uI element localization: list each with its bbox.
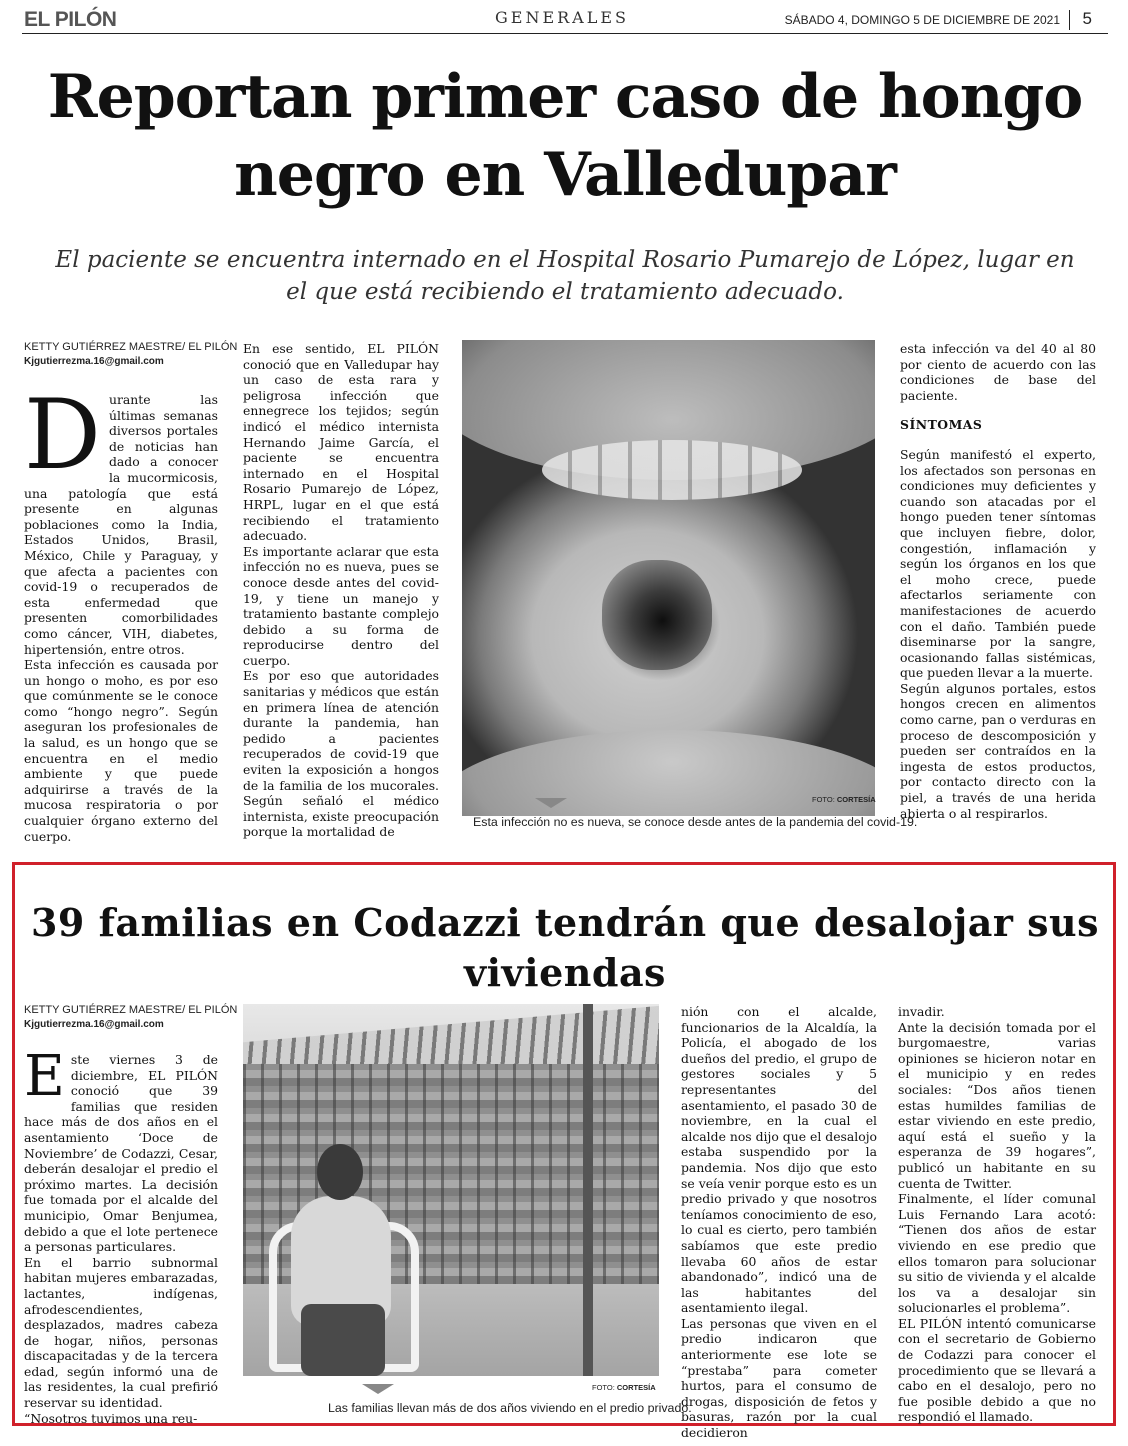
- page-number: 5: [1082, 9, 1092, 28]
- article2-paragraph: Finalmente, el líder comunal Luis Fernando Lara acotó: “Tienen dos años de estar viviendo en ese predio que ellos tomaron para solucionar su sitio de vivienda y el alcalde los va a desalojar sin solucionarles el problema”.: [898, 1191, 1096, 1316]
- article1-subhead-line1: El paciente se encuentra internado en el Hospital Rosario Pumarejo de López, lugar en: [55, 247, 1075, 273]
- article1-byline: KETTY GUTIÉRREZ MAESTRE/ EL PILÓN: [24, 341, 238, 353]
- article1-headline-line2: negro en Valledupar: [234, 140, 896, 210]
- article1-photo-credit: [812, 795, 876, 804]
- article2-column-3: [681, 1004, 877, 1441]
- article1-paragraph: Esta infección es causada por un hongo o moho, es por eso que comúnmente se le conoce como “hongo negro”. Según aseguran los profesionales de la salud, es un hongo que se encuentra en el medio ambiente y que puede adquirirse a través de la mucosa respiratoria o por cualquier órgano externo del cuerpo.: [24, 657, 218, 844]
- article2-paragraph: nión con el alcalde, funcionarios de la Alcaldía, la Policía, el abogado de los dueños del predio, el grupo de gestores sociales y 5 representantes del asentamiento, el pasado 30 de noviembre, en la cual el alcalde nos dijo que el desalojo estaba suspendido por la pandemia. Nos dijo que esto se veía venir porque esto es un predio privado y que nosotros teníamos conocimiento de eso, lo cual es cierto, pero también sabíamos que este predio llevaba 60 años de estar abandonado”, indicó una de las habitantes del asentamiento ilegal.: [681, 1004, 877, 1316]
- article1-column-1: [24, 379, 218, 844]
- article1-column-4: [900, 341, 1096, 821]
- article2-byline: KETTY GUTIÉRREZ MAESTRE/ EL PILÓN: [24, 1004, 238, 1016]
- article1-paragraph: Es importante aclarar que esta infección no es nueva, pues se conoce desde antes del covid-19, y tiene un manejo y tratamiento bastante complejo debido a su forma de reproducirse dentro del cuerpo.: [243, 543, 439, 668]
- section-name: GENERALES: [494, 8, 629, 27]
- article2-paragraph: “Nosotros tuvimos una reu-: [24, 1410, 198, 1426]
- newspaper-logo: EL PILÓN: [24, 8, 117, 31]
- article2-paragraph: invadir.: [898, 1004, 945, 1019]
- article2-paragraph: En el barrio subnormal habitan mujeres embarazadas, lactantes, indígenas, afrodescendientes, desplazados, madres cabeza de hogar, niños, personas discapacitadas y de la tercera edad, según informó una de las residentes, la cual prefirió reservar su identidad.: [24, 1254, 218, 1411]
- article1-column-2: [243, 341, 439, 840]
- caption-arrow-icon: [535, 798, 567, 808]
- page-separator: [1069, 10, 1070, 30]
- article1-headline: [22, 58, 1108, 214]
- photo-credit-source: CORTESÍA: [616, 1383, 656, 1392]
- article2-paragraph: Las personas que viven en el predio indicaron que anteriormente ese lote se “prestaba” para cometer hurtos, para el consumo de drogas, disposición de fetos y basuras, razón por la cual decidieron: [681, 1315, 877, 1441]
- article1-email: Kjgutierrezma.16@gmail.com: [24, 356, 164, 367]
- article2-headline-line2: viviendas: [464, 950, 666, 995]
- article1-paragraph: esta infección va del 40 al 80 por ciento de acuerdo con las condiciones de base del paciente.: [900, 341, 1096, 403]
- article1-paragraph: En ese sentido, EL PILÓN conoció que en Valledupar hay un caso de esta rara y peligrosa infección que ennegrece los tejidos; según indicó el médico internista Hernando Jaime García, el paciente se encuentra internado en el Hospital Rosario Pumarejo de López, HRPL, lugar en el que está recibiendo el tratamiento adecuado.: [243, 341, 439, 544]
- article2-dropcap: E: [24, 1044, 65, 1109]
- article2-photo: [243, 1004, 659, 1376]
- article1-paragraph-text: urante las últimas semanas diversos portales de noticias han dado a conocer la mucormicosis, una patología que está presente en algunas poblaciones como la India, Estados Unidos, Brasil, México, Chile y Paraguay, y que afecta a pacientes con covid-19 o recuperados de esta enfermedad que presenten comorbilidades como cáncer, VIH, diabetes, hipertensión, entre otros.: [24, 392, 218, 657]
- article2-email: Kjgutierrezma.16@gmail.com: [24, 1019, 164, 1030]
- article1-dropcap: D: [24, 379, 101, 491]
- article2-headline-line1: 39 familias en Codazzi tendrán que desalojar sus: [30, 900, 1100, 945]
- article2-column-4: [898, 1004, 1096, 1425]
- article2-headline: [22, 898, 1108, 998]
- article2-paragraph-text: ste viernes 3 de diciembre, EL PILÓN conoció que 39 familias que residen hace más de dos años en el asentamiento ‘Doce de Noviembre’ de Codazzi, Cesar, deberán desalojar el predio el próximo martes. La decisión fue tomada por el alcalde del municipio, Omar Benjumea, debido a que el lote pertenece a personas particulares.: [24, 1052, 218, 1255]
- masthead: [22, 8, 1108, 34]
- article1-paragraph: Según manifestó el experto, los afectados son personas en condiciones muy deficientes y cuando son atacadas por el hongo pueden tener síntomas que incluyen fiebre, dolor, congestión, inflamación y según los órganos en los que el moho crece, puede afectarlos seriamente con manifestaciones de acuerdo con el daño. También puede diseminarse por la sangre, ocasionando fallas sistémicas, que pueden llevar a la muerte.: [900, 446, 1096, 681]
- photo-credit-source: CORTESÍA: [836, 795, 876, 804]
- article1-section-heading: SÍNTOMAS: [900, 417, 983, 433]
- article2-photo-caption: Las familias llevan más de dos años viviendo en el predio privado.: [328, 1401, 692, 1415]
- article1-paragraph: Es por eso que autoridades sanitarias y médicos que están en primera línea de atención durante la pandemia, han pedido a pacientes recuperados de covid-19 que eviten la exposición a hongos de la familia de los mucorales. Según señaló el médico internista, existe preocupación porque la mortalidad de: [243, 668, 439, 840]
- article2-photo-credit: [592, 1383, 656, 1392]
- article1-photo: [462, 340, 875, 816]
- article2-column-1: [24, 1044, 218, 1426]
- photo-credit-label: FOTO:: [812, 795, 835, 804]
- article1-paragraph: [24, 379, 218, 657]
- article2-paragraph: [24, 1044, 218, 1255]
- article1-paragraph: Según algunos portales, estos hongos crecen en alimentos como carne, pan o verduras en proceso de descomposición y pueden ser contraídos en la ingesta de estos productos, por contacto directo con la piel, a través de una herida abierta o al respirarlos.: [900, 680, 1096, 821]
- photo-credit-label: FOTO:: [592, 1383, 615, 1392]
- article2-paragraph: EL PILÓN intentó comunicarse con el secretario de Gobierno de Codazzi para conocer el procedimiento que se llevará a cabo en el desalojo, pero no fue posible debido a que no respondió el llamado.: [898, 1315, 1096, 1425]
- article2-paragraph: Ante la decisión tomada por el burgomaestre, varias opiniones se hicieron notar en el municipio y en redes sociales: “Dos años tienen estas humildes familias de estar viviendo en este predio, aquí está el sueño y la esperanza de 39 hogares”, publicó un habitante en su cuenta de Twitter.: [898, 1019, 1096, 1191]
- article1-subhead-line2: el que está recibiendo el tratamiento adecuado.: [286, 279, 844, 305]
- article1-photo-caption: Esta infección no es nueva, se conoce desde antes de la pandemia del covid-19.: [473, 815, 918, 829]
- caption-arrow-icon: [362, 1384, 394, 1394]
- article1-subheadline: [22, 244, 1108, 308]
- article1-headline-line1: Reportan primer caso de hongo: [47, 62, 1083, 132]
- issue-date: SÁBADO 4, DOMINGO 5 DE DICIEMBRE DE 2021: [784, 13, 1060, 27]
